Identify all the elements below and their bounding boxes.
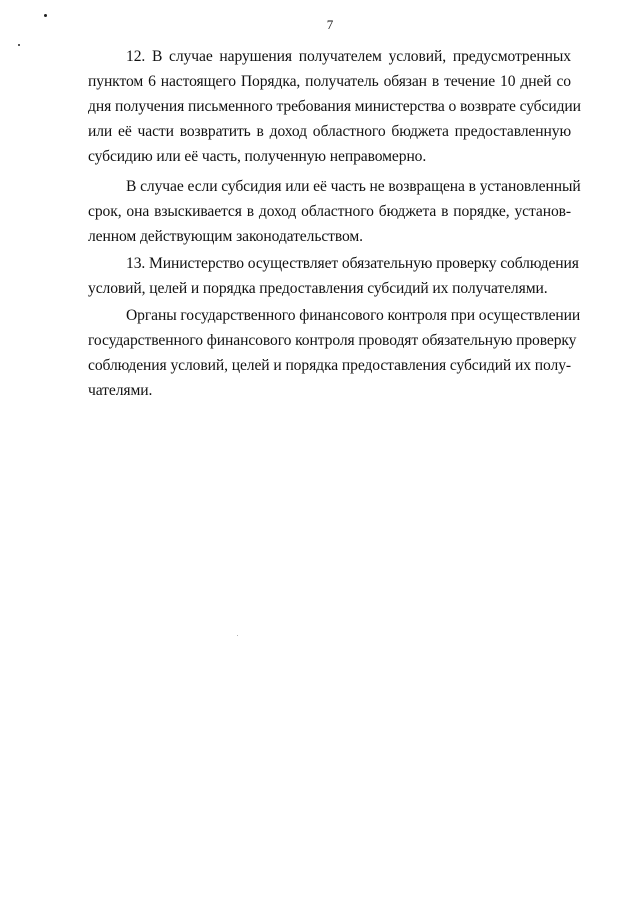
document-body xyxy=(88,44,581,403)
text-line: государственного финансового контроля проводят обязательную проверку xyxy=(88,332,577,349)
text-line: или её части возвратить в доход областного бюджета предоставленную xyxy=(88,123,571,140)
paragraph-13-inspection xyxy=(88,251,579,301)
paragraph-recovery xyxy=(88,174,581,249)
text-line: ленном действующим законодательством. xyxy=(88,228,363,245)
text-line: соблюдения условий, целей и порядка предоставления субсидий их полу- xyxy=(88,357,571,374)
text-line: 13. Министерство осуществляет обязательную проверку соблюдения xyxy=(126,255,579,272)
scan-speck xyxy=(18,44,20,46)
text-line: субсидию или её часть, полученную неправомерно. xyxy=(88,148,427,165)
text-line: дня получения письменного требования министерства о возврате субсидии xyxy=(88,98,581,115)
text-line: условий, целей и порядка предоставления субсидий их получателями. xyxy=(88,280,548,297)
text-line: 12. В случае нарушения получателем условий, предусмотренных xyxy=(126,48,571,65)
text-line: срок, она взыскивается в доход областного бюджета в порядке, установ- xyxy=(88,203,571,220)
scan-speck xyxy=(237,635,238,636)
paragraph-12-violation xyxy=(88,44,581,169)
page-number: 7 xyxy=(326,17,334,32)
text-line: пунктом 6 настоящего Порядка, получатель обязан в течение 10 дней со xyxy=(88,73,571,90)
text-line: Органы государственного финансового контроля при осуществлении xyxy=(126,307,581,324)
paragraph-state-control xyxy=(88,303,581,403)
text-line: В случае если субсидия или её часть не возвращена в установленный xyxy=(126,178,581,195)
text-line: чателями. xyxy=(88,382,153,399)
